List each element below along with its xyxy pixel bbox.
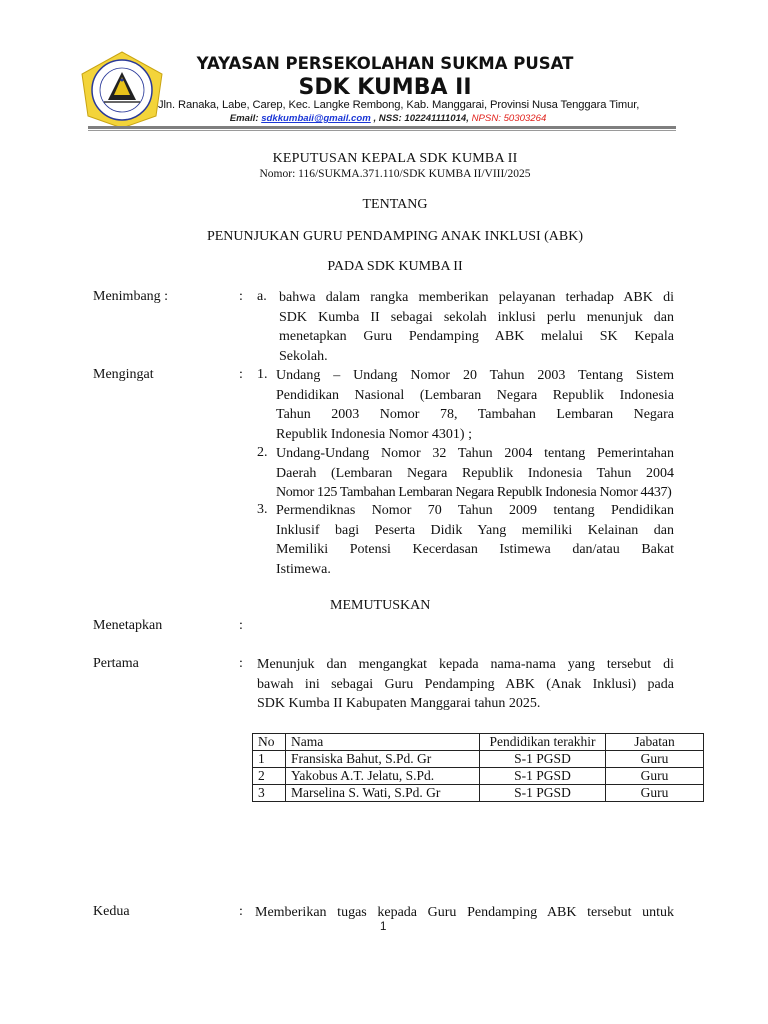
- kedua-text: Memberikan tugas kepada Guru Pendamping ABK tersebut untuk: [255, 905, 674, 920]
- menimbang-label: Menimbang :: [93, 289, 169, 304]
- cell-no: 2: [253, 768, 286, 785]
- tentang-heading: TENTANG: [362, 197, 428, 212]
- menimbang-text: bahwa dalam rangka memberikan pelayanan terhadap ABK di SDK Kumba II sebagai sekolah inklusi perlu menunjuk dan menetapkan Guru Pendamping ABK melalui SK Kepala Sekolah.: [279, 290, 674, 364]
- cell-jabatan: Guru: [606, 768, 704, 785]
- decree-number: Nomor: 116/SUKMA.371.110/SDK KUMBA II/VIII/2025: [259, 168, 531, 180]
- cell-nama: Fransiska Bahut, S.Pd. Gr: [286, 751, 480, 768]
- col-nama: Nama: [286, 734, 480, 751]
- school-logo: [78, 50, 166, 130]
- table-row: [253, 785, 704, 802]
- pertama-colon: :: [239, 656, 243, 671]
- cell-jabatan: Guru: [606, 751, 704, 768]
- table-row: [253, 768, 704, 785]
- table-row: [253, 751, 704, 768]
- header-divider: [88, 126, 676, 129]
- mengingat-item-3: Permendiknas Nomor 70 Tahun 2009 tentang Pendidikan Inklusif bagi Peserta Didik Yang memiliki Kelainan dan Memiliki Potensi Kecerdasan Istimewa dan/atau Bakat Istimewa.: [276, 503, 674, 577]
- email-link[interactable]: sdkkumbaii@gmail.com: [261, 113, 371, 124]
- col-pendidikan: Pendidikan terakhir: [480, 734, 606, 751]
- cell-jabatan: Guru: [606, 785, 704, 802]
- contact-line: [158, 113, 618, 124]
- cell-nama: Marselina S. Wati, S.Pd. Gr: [286, 785, 480, 802]
- location-heading: PADA SDK KUMBA II: [327, 259, 463, 274]
- mengingat-item-2: Undang-Undang Nomor 32 Tahun 2004 tentang Pemerintahan Daerah (Lembaran Negara Republik Indonesia Tahun 2004 Nomor 125 Tambahan Lembaran Negara Republk Indonesia Nomor 4437): [276, 446, 674, 501]
- page-number: 1: [380, 921, 387, 933]
- header-divider-thin: [88, 130, 676, 131]
- cell-nama: Yakobus A.T. Jelatu, S.Pd.: [286, 768, 480, 785]
- teacher-table: [252, 733, 704, 802]
- mengingat-label: Mengingat: [93, 367, 154, 382]
- mengingat-marker-3: 3.: [257, 502, 268, 517]
- kedua-colon: :: [239, 904, 243, 919]
- cell-no: 1: [253, 751, 286, 768]
- cell-no: 3: [253, 785, 286, 802]
- mengingat-marker-2: 2.: [257, 445, 268, 460]
- kedua-label: Kedua: [93, 904, 130, 919]
- pertama-text: Menunjuk dan mengangkat kepada nama-nama yang tersebut di bawah ini sebagai Guru Pendamping ABK (Anak Inklusi) pada SDK Kumba II Kabupaten Manggarai tahun 2025.: [257, 657, 674, 712]
- mengingat-item-1: Undang – Undang Nomor 20 Tahun 2003 Tentang Sistem Pendidikan Nasional (Lembaran Negara Republik Indonesia Tahun 2003 Nomor 78, Tambahan Lembaran Negara Republik Indonesia Nomor 4301) ;: [276, 368, 674, 442]
- col-jabatan: Jabatan: [606, 734, 704, 751]
- menimbang-marker: a.: [257, 289, 267, 304]
- npsn-number: NPSN: 50303264: [471, 113, 547, 124]
- table-header-row: [253, 734, 704, 751]
- email-label: Email:: [229, 113, 259, 124]
- cell-pendidikan: S-1 PGSD: [480, 785, 606, 802]
- nss-number: , NSS: 102241111014,: [373, 113, 469, 124]
- school-address: Jln. Ranaka, Labe, Carep, Kec. Langke Rembong, Kab. Manggarai, Provinsi Nusa Tenggara Timur,: [158, 99, 640, 111]
- pertama-label: Pertama: [93, 656, 139, 671]
- cell-pendidikan: S-1 PGSD: [480, 751, 606, 768]
- decree-title: KEPUTUSAN KEPALA SDK KUMBA II: [272, 151, 518, 166]
- subject-heading: PENUNJUKAN GURU PENDAMPING ANAK INKLUSI (ABK): [206, 229, 584, 244]
- mengingat-marker-1: 1.: [257, 367, 268, 382]
- menimbang-colon: :: [239, 289, 243, 304]
- menetapkan-colon: :: [239, 618, 243, 633]
- memutuskan-heading: MEMUTUSKAN: [330, 598, 431, 613]
- col-no: No: [253, 734, 286, 751]
- cell-pendidikan: S-1 PGSD: [480, 768, 606, 785]
- school-name: SDK KUMBA II: [298, 75, 472, 100]
- mengingat-colon: :: [239, 367, 243, 382]
- menetapkan-label: Menetapkan: [93, 618, 163, 633]
- foundation-name: YAYASAN PERSEKOLAHAN SUKMA PUSAT: [196, 54, 574, 73]
